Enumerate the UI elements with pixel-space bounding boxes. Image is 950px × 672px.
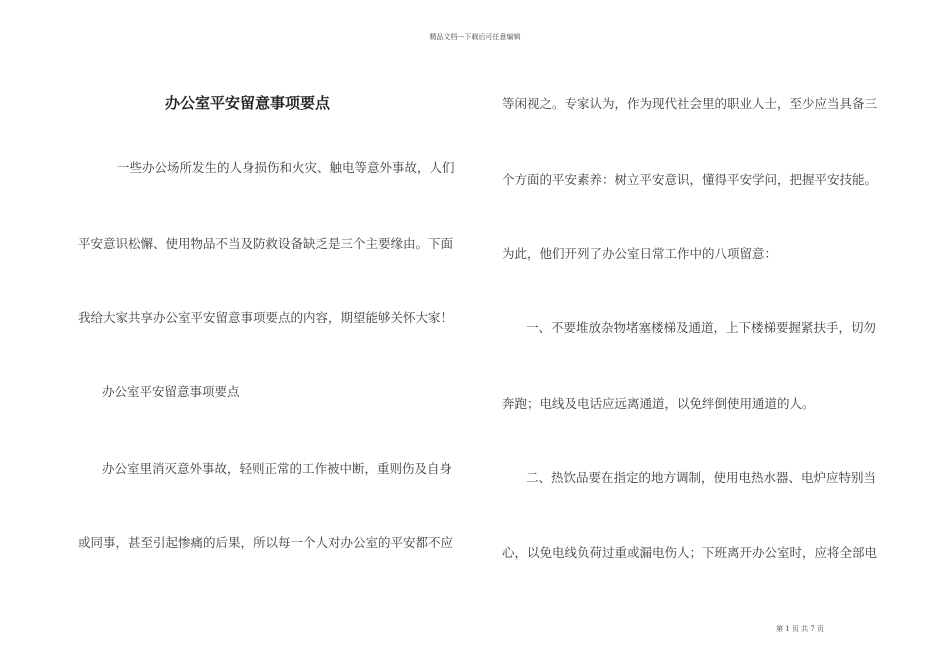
left-paragraph-line: 或同事，甚至引起惨痛的后果，所以每一个人对办公室的平安都不应 (78, 535, 454, 550)
right-paragraph-line: 为此，他们开列了办公室日常工作中的八项留意： (502, 246, 778, 261)
right-paragraph-line: 二、热饮品要在指定的地方调制，使用电热水器、电炉应特别当 (526, 470, 877, 485)
right-paragraph-line: 心，以免电线负荷过重或漏电伤人；下班离开办公室时，应将全部电 (502, 545, 878, 560)
right-paragraph-line: 一、不要堆放杂物堵塞楼梯及通道，上下楼梯要握紧扶手，切勿 (526, 320, 877, 335)
left-paragraph-line: 一些办公场所发生的人身损伤和火灾、触电等意外事故，人们 (117, 160, 455, 175)
page-number: 第 1 页 共 7 页 (776, 625, 825, 633)
right-paragraph-line: 等闲视之。专家认为，作为现代社会里的职业人士，至少应当具备三 (502, 96, 878, 111)
header-note: 精品文档---下载后可任意编辑 (429, 33, 521, 41)
left-paragraph-line: 我给大家共享办公室平安留意事项要点的内容，期望能够关怀大家！ (78, 310, 454, 325)
left-paragraph-line: 平安意识松懈、使用物品不当及防救设备缺乏是三个主要缘由。下面 (78, 236, 454, 251)
document-title: 办公室平安留意事项要点 (165, 94, 331, 112)
section-heading: 办公室平安留意事项要点 (102, 384, 240, 399)
right-paragraph-line: 个方面的平安素养：树立平安意识，懂得平安学问，把握平安技能。 (502, 172, 878, 187)
left-paragraph-line: 办公室里消灭意外事故，轻则正常的工作被中断，重则伤及自身 (102, 461, 453, 476)
right-paragraph-line: 奔跑；电线及电话应远离通道，以免绊倒使用通道的人。 (502, 396, 815, 411)
